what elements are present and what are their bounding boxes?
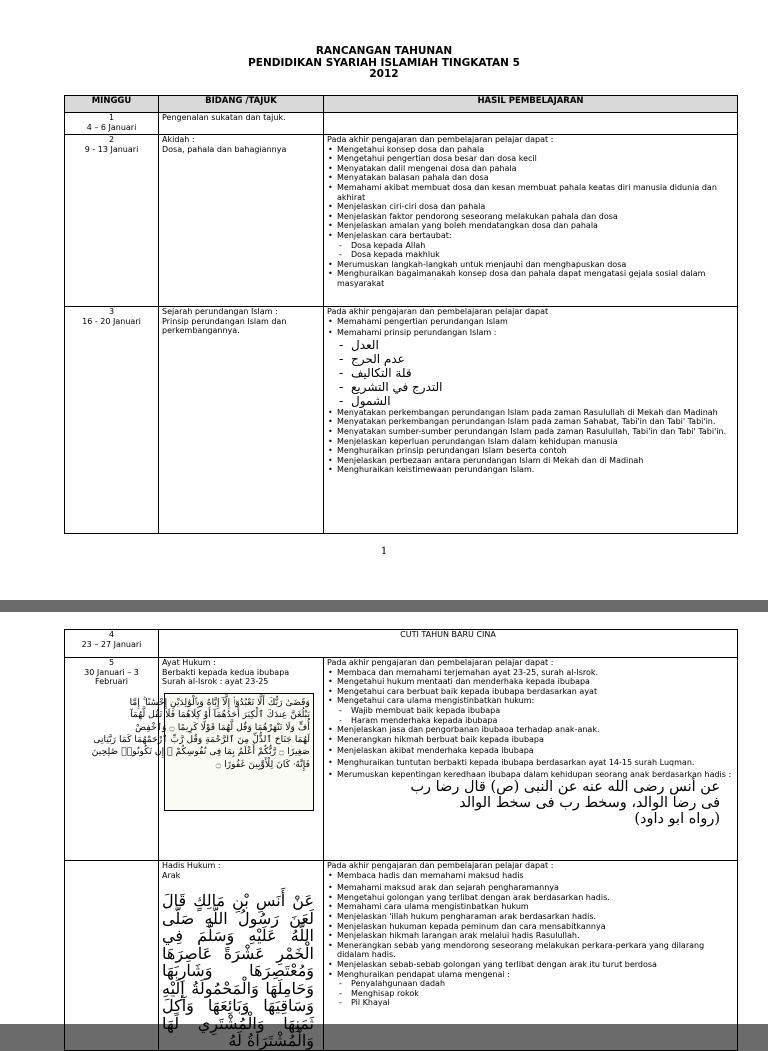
hadith-source: (رواه ابو داود) [634, 811, 720, 828]
list-item: • Membaca hadis dan memahami maksud hadis [337, 871, 734, 881]
topic-cell [159, 861, 324, 1051]
outcome-intro: Pada akhir pengajaran dan pembelajaran pelajar dapat : [327, 135, 554, 144]
page-number: 1 [380, 546, 388, 557]
outcome-list [327, 317, 734, 475]
list-item [337, 328, 734, 408]
topic-reference: Surah al-Isrok : ayat 23-25 [162, 677, 269, 687]
list-item-text: Memahami prinsip perundangan Islam : [337, 328, 497, 338]
header-minggu: MINGGU [65, 96, 159, 113]
outcome-cell [324, 113, 738, 135]
verse-line: لَهُمَا جَنَاحَ ٱلذُّلِّ مِنَ ٱلرَّحْمَةِ وَقُل رَّبِّ ٱرْحَمْهُمَا كَمَا رَبَّيَانِى [93, 734, 310, 745]
week-cell [65, 658, 159, 861]
list-item: • Memahami maksud arak dan sejarah pengharamannya [337, 883, 734, 893]
list-item: • Menjelaskan amalan yang boleh mendatangkan dosa dan pahala [337, 221, 734, 231]
outcome-intro: Pada akhir pengajaran dan pembelajaran pelajar dapat : [327, 658, 554, 667]
week-cell [65, 135, 159, 307]
list-item: • Mengetahui hukum mentaati dan menderhaka kepada ibubapa [337, 677, 734, 687]
verse-line: فَإِنَّهُۥ كَانَ لِلْأَوَّٰبِينَ غَفُورًا ۝ [215, 758, 310, 770]
week-number: 3 [108, 307, 115, 316]
list-item: • Menerangkan sebab yang mendorong seseorang melakukan perkara-perkara yang dilarang didalam hadis. [337, 941, 734, 960]
topic-title: Arak [162, 870, 181, 880]
week-cell [65, 113, 159, 135]
table-header-row [65, 96, 738, 113]
list-item [337, 231, 734, 260]
sub-list-item: - الشمول [351, 394, 734, 408]
list-item: • Mengetahui konsep dosa dan pahala [337, 145, 734, 155]
list-item: • Menjelaskan hukuman kepada peminum dan cara mensabitkannya [337, 922, 734, 932]
verse-line: يَبْلُغَنَّ عِندَكَ ٱلْكِبَرَ أَحَدُهُمَآ أَوْ كِلَاهُمَا فَلَا تَقُل لَّهُمَآ [130, 709, 310, 721]
sub-list-item: - Dosa kepada Allah [351, 241, 734, 251]
topic-category: Ayat Hukum : [162, 658, 216, 667]
topic-text: Pengenalan sukatan dan tajuk. [162, 113, 286, 122]
list-item: • Merumuskan langkah-langkah untuk menjauhi dan menghapuskan dosa [337, 260, 734, 270]
week-number: 5 [108, 658, 115, 667]
week-cell [65, 307, 159, 534]
verse-line: أُفٍّ وَلَا تَنْهَرْهُمَا وَقُل لَّهُمَا قَوْلًا كَرِيمًا ۝ وَٱخْفِضْ [135, 721, 310, 733]
sub-list-item: - عدم الحرج [351, 352, 734, 366]
doc-subtitle: PENDIDIKAN SYARIAH ISLAMIAH TINGKATAN 5 [248, 56, 520, 69]
list-item: • Menjelaskan perbezaan antara perundangan Islam di Mekah dan di Madinah [337, 456, 734, 466]
list-item: • Memahami akibat membuat dosa dan kesan membuat pahala keatas diri manusia didunia dan akhirat [337, 183, 734, 202]
outcome-list [327, 871, 734, 1008]
sub-list-item: - Wajib membuat baik kepada ibubapa [351, 706, 734, 716]
outcome-cell [324, 861, 738, 1051]
list-item: • Menyatakan perkembangan perundangan Islam pada zaman Rasulullah di Mekah dan Madinah [337, 408, 734, 418]
list-item: • Merumuskan kepentingan keredhaan ibubapa dalam kehidupan seorang anak berdasarkan hadis : [337, 770, 734, 780]
doc-title: RANCANGAN TAHUNAN [315, 45, 453, 57]
topic-cell [159, 135, 324, 307]
outcome-list [327, 668, 734, 780]
sub-list-item: - Haram menderhaka kepada ibubapa [351, 716, 734, 726]
sub-list [337, 338, 734, 408]
list-item: • Menghuraikan prinsip perundangan Islam beserta contoh [337, 446, 734, 456]
sub-list [337, 979, 734, 1008]
header-bidang-tajuk: BIDANG /TAJUK [159, 96, 324, 113]
plan-table-page-2 [64, 629, 738, 1051]
week-date: 9 - 13 Januari [84, 144, 139, 154]
verse-line: وَقَضَىٰ رَبُّكَ أَلَّا تَعْبُدُوٓا۟ إِلَّآ إِيَّاهُ وَبِٱلْوَٰلِدَيْنِ إِحْسَٰنًا ۚ إِمَّا [129, 696, 310, 708]
document-header [0, 46, 768, 81]
list-item: • Menjelaskan hikmah larangan arak melalui hadis Rasulullah. [337, 931, 734, 941]
holiday-note: CUTI TAHUN BARU CINA [400, 630, 496, 639]
doc-year: 2012 [369, 68, 399, 80]
list-item: • Memahami pengertian perundangan Islam [337, 317, 734, 327]
sub-list-item: - التدرج في التشريع [351, 380, 734, 394]
topic-cell [159, 307, 324, 534]
list-item: • Membaca dan memahami terjemahan ayat 23-25, surah al-Isrok. [337, 668, 734, 678]
list-item: • Menjelaskan akibat menderhaka kepada ibubapa [337, 746, 734, 756]
list-item: • Memahami cara ulama mengistinbatkan hukum [337, 902, 734, 912]
topic-cell [159, 113, 324, 135]
week-date: 4 – 6 Januari [86, 122, 137, 132]
sub-list-item: - Menghisap rokok [351, 989, 734, 999]
list-item: • Mengetahui cara berbuat baik kepada ibubapa berdasarkan ayat [337, 687, 734, 697]
list-item: • Menyatakan sumber-sumber perundangan Islam pada zaman Rasulullah, Tabi'in dan Tabi' Tabi'in. [337, 427, 734, 437]
table-row [65, 630, 738, 658]
quran-verse-image [91, 693, 314, 811]
list-item-text: Menjelaskan cara bertaubat: [337, 230, 452, 240]
table-row [65, 307, 738, 534]
topic-category: Sejarah perundangan Islam : [162, 307, 278, 316]
week-date: 23 – 27 Januari [81, 639, 142, 649]
sub-list-item: - العدل [351, 338, 734, 352]
topic-title: Dosa, pahala dan bahagiannya [162, 144, 287, 154]
list-item: • Menyatakan perkembangan perundangan Islam pada zaman Sahabat, Tabi'in dan Tabi' Tabi'in. [337, 417, 734, 427]
topic-category: Akidah : [162, 135, 195, 144]
sub-list [337, 706, 734, 725]
list-item: • Mengetahui golongan yang terlibat dengan arak berdasarkan hadis. [337, 893, 734, 903]
hadith-line: فى رضا الوالد، وسخط رب فى سخط الوالد [459, 795, 720, 812]
week-cell [65, 630, 159, 658]
list-item: • Menghuraikan tuntutan berbakti kepada ibubapa berdasarkan ayat 14-15 surah Luqman. [337, 758, 734, 768]
week-number: 4 [108, 630, 115, 639]
sub-list-item: - Pil Khayal [351, 998, 734, 1008]
hadith-line: عن أنس رضى الله عنه عن النبى (ص) قال رضا رب [410, 779, 720, 796]
outcome-cell [324, 658, 738, 861]
list-item: • Menjelaskan ciri-ciri dosa dan pahala [337, 202, 734, 212]
sub-list-item: - Dosa kepada makhluk [351, 250, 734, 260]
outcome-intro: Pada akhir pengajaran dan pembelajaran pelajar dapat [327, 307, 549, 316]
table-row [65, 113, 738, 135]
list-item: • Menerangkan hikmah berbuat baik kepada ibubapa [337, 735, 734, 745]
table-row [65, 658, 738, 861]
outcome-intro: Pada akhir pengajaran dan pembelajaran pelajar dapat : [327, 861, 554, 870]
list-item: • Menyatakan dalil mengenai dosa dan pahala [337, 164, 734, 174]
sub-list-item: - قلة التكاليف [351, 366, 734, 380]
topic-title: Berbakti kepada kedua ibubapa [162, 667, 290, 677]
list-item: • Menjelaskan sebab-sebab golongan yang terlibat dengan arak itu turut berdosa [337, 960, 734, 970]
outcome-cell [324, 135, 738, 307]
week-cell [65, 861, 159, 1051]
page-2 [0, 612, 768, 1051]
hadith-arabic: عَنْ أَنَسِ بْنِ مَالِكٍ قَالَ لَعَنَ رَسُولُ اللَّهِ صَلَّى اللَّهُ عَلَيْهِ وَسَلَّمَ فِي الْخَمْرِ عَشْرَةً عَاصِرَهَا وَمُعْتَصِرَهَا وَشَارِبَهَا وَحَامِلَهَا وَالْمَحْمُولَةُ إِلَيْهِ وَسَاقِيَهَا وَبَائِعَهَا وَآكِلَ ثَمَنِهَا وَالْمُشْتَرِي لَهَا وَالْمُشْتَرَاةُ لَهُ [162, 891, 314, 1051]
table-row [65, 861, 738, 1051]
list-item: • Menjelaskan faktor pendorong seseorang melakukan pahala dan dosa [337, 212, 734, 222]
list-item: • Menjelaskan 'illah hukum pengharaman arak berdasarkan hadis. [337, 912, 734, 922]
list-item [337, 696, 734, 725]
sub-list [337, 241, 734, 260]
list-item-text: Menghuraikan pendapat ulama mengenai : [337, 969, 510, 979]
sub-list-item: - Penyalahgunaan dadah [351, 979, 734, 989]
week-number: 2 [108, 135, 115, 144]
list-item [337, 970, 734, 1008]
outcome-cell [324, 307, 738, 534]
topic-title: Prinsip perundangan Islam dan perkembangannya. [162, 316, 287, 336]
list-item: • Menjelaskan keperluan perundangan Islam dalam kehidupan manusia [337, 437, 734, 447]
plan-table-page-1 [64, 95, 738, 534]
table-row [65, 135, 738, 307]
topic-category: Hadis Hukum : [162, 861, 221, 870]
header-hasil-pembelajaran: HASIL PEMBELAJARAN [324, 96, 738, 113]
list-item: • Menghuraikan keistimewaan perundangan Islam. [337, 465, 734, 475]
list-item: • Menyatakan balasan pahala dan dosa [337, 173, 734, 183]
list-item: • Mengetahui pengertian dosa besar dan dosa kecil [337, 154, 734, 164]
list-item-text: Mengetahui cara ulama mengistinbatkan hukum: [337, 696, 535, 706]
list-item: • Menjelaskan jasa dan pengorbanan ibubaoa terhadap anak-anak. [337, 725, 734, 735]
week-date: 30 Januari – 3 Februari [84, 667, 139, 687]
list-item: • Menghuraikan bagaimanakah konsep dosa dan pahala dapat mengatasi gejala sosial dalam masyarakat [337, 269, 734, 288]
holiday-cell [159, 630, 738, 658]
hadith-text [327, 779, 734, 827]
verse-line: صَغِيرًا ۝ رَّبُّكُمْ أَعْلَمُ بِمَا فِى نُفُوسِكُمْ ۚ إِن تَكُونُوا۟ صَٰلِحِينَ [91, 746, 310, 758]
outcome-list [327, 145, 734, 289]
week-date: 16 - 20 Januari [82, 316, 141, 326]
week-number: 1 [108, 113, 115, 122]
